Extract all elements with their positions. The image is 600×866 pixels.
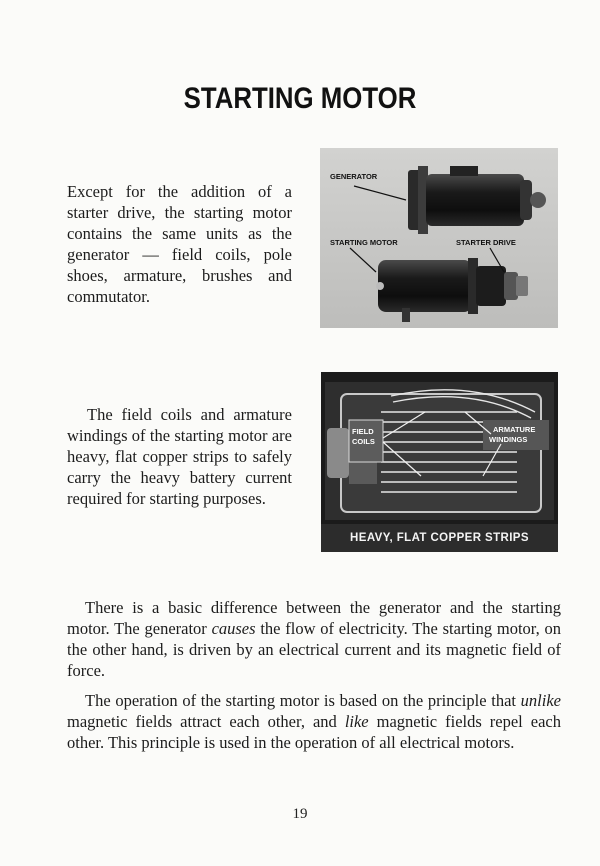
text-run: the flow of electricity. The starting motor, on the other hand, is driven by an electrical current and its magnetic field of force. [67,619,562,680]
copper-strips-cutaway-photo [321,372,558,552]
armature-windings-label-line2: WINDINGS [489,435,528,444]
generator-label: GENERATOR [330,172,378,181]
text-run: The operation of the starting motor is based on the principle that [85,691,521,710]
figure-caption: HEAVY, FLAT COPPER STRIPS [321,524,558,552]
text-run: magnetic fields repel each other. This principle is used in the operation of all electrical motors. [67,712,561,752]
emphasis-like: like [344,712,369,731]
page-title: STARTING MOTOR [183,82,417,115]
text-run: magnetic fields attract each other, and [67,712,345,731]
emphasis-causes: causes [211,619,256,638]
field-coils-label-line2: COILS [352,437,375,446]
field-coils-paragraph: The field coils and armature windings of the starting motor are heavy, flat copper strips to safely carry the heavy battery current required for starting purposes. [67,405,292,508]
text-run: There is a basic difference between the generator and the starting motor. The generator [67,598,561,638]
emphasis-unlike: unlike [520,691,561,710]
starting-motor-label: STARTING MOTOR [330,238,398,247]
generator-and-starting-motor-photo [320,148,558,328]
intro-paragraph: Except for the addition of a starter drive, the starting motor contains the same units as the generator — field coils, pole shoes, armature, brushes and commutator. [67,182,292,306]
field-coils-label-line1: FIELD [352,427,374,436]
page-number: 19 [292,806,308,822]
armature-windings-label-line1: ARMATURE [493,425,536,434]
principle-paragraph [67,690,561,753]
starter-drive-label: STARTER DRIVE [456,238,516,247]
basic-difference-paragraph [67,597,561,681]
